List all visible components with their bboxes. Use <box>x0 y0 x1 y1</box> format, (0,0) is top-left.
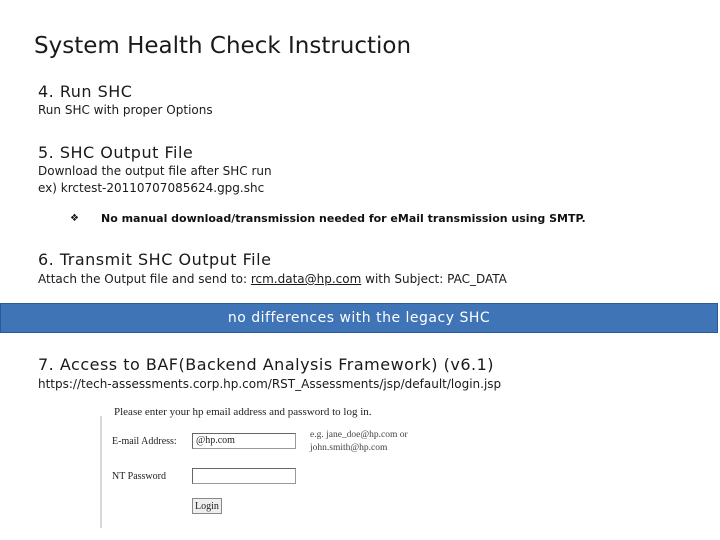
step5-bullet <box>70 212 586 225</box>
step6-text-after: with Subject: PAC_DATA <box>361 272 507 286</box>
step6-heading: 6. Transmit SHC Output File <box>38 250 272 269</box>
email-hint-1: e.g. jane_doe@hp.com or <box>310 430 408 440</box>
step5-heading: 5. SHC Output File <box>38 143 194 162</box>
step7-url[interactable]: https://tech-assessments.corp.hp.com/RST_Assessments/jsp/default/login.jsp <box>38 377 502 391</box>
login-form-screenshot <box>100 400 430 530</box>
step4-text: Run SHC with proper Options <box>38 103 213 117</box>
email-field[interactable]: @hp.com <box>192 433 296 449</box>
step5-line2: ex) krctest-20110707085624.gpg.shc <box>38 181 265 195</box>
divider <box>100 416 102 528</box>
step4-heading: 4. Run SHC <box>38 82 133 101</box>
step6-text-before: Attach the Output file and send to: <box>38 272 251 286</box>
banner <box>0 303 718 333</box>
diamond-bullet-icon: ❖ <box>70 213 79 224</box>
banner-text: no differences with the legacy SHC <box>227 310 491 326</box>
step5-line1: Download the output file after SHC run <box>38 164 272 178</box>
password-field[interactable] <box>192 468 296 484</box>
step7-heading: 7. Access to BAF(Backend Analysis Framework) (v6.1) <box>38 355 495 374</box>
step6-text <box>38 272 507 286</box>
password-label: NT Password <box>112 471 166 482</box>
login-button[interactable]: Login <box>192 498 222 514</box>
email-label: E-mail Address: <box>112 436 177 447</box>
step5-bullet-text: No manual download/transmission needed for eMail transmission using SMTP. <box>101 212 586 225</box>
login-prompt: Please enter your hp email address and password to log in. <box>114 406 372 418</box>
email-hint-2: john.smith@hp.com <box>310 443 388 453</box>
email-link[interactable]: rcm.data@hp.com <box>250 272 362 286</box>
page-title: System Health Check Instruction <box>34 33 412 59</box>
